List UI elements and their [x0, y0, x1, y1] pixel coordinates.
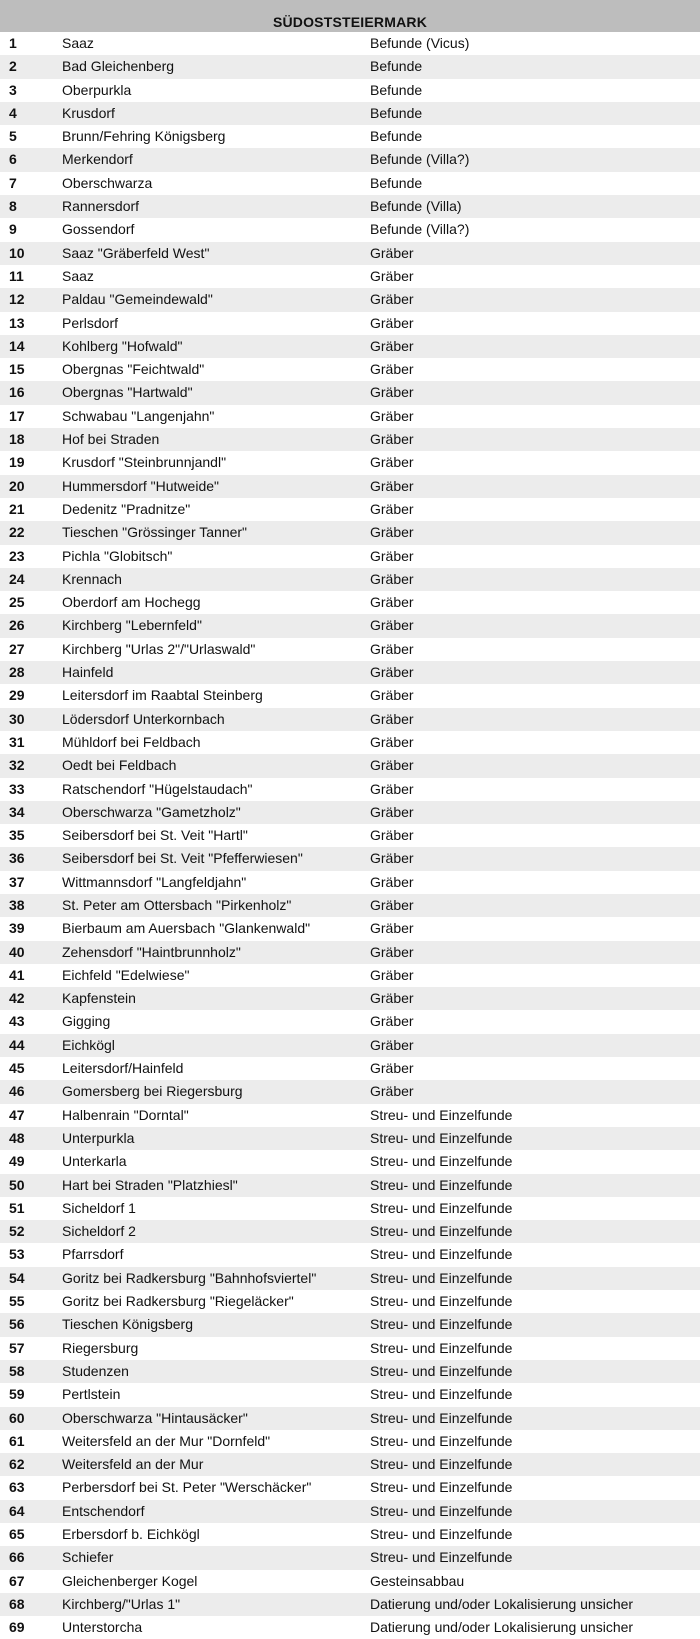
site-name: Pichla "Globitsch" [62, 547, 173, 564]
find-type: Gräber [370, 500, 414, 517]
site-name: Saaz [62, 267, 94, 284]
site-name: Erbersdorf b. Eichkögl [62, 1526, 200, 1542]
find-type: Streu- und Einzelfunde [370, 1176, 513, 1193]
table-row [0, 545, 700, 568]
find-type: Gräber [370, 384, 414, 401]
table-row [0, 405, 700, 428]
site-number: 56 [9, 1316, 25, 1333]
table-row [0, 335, 700, 358]
find-type: Gräber [370, 477, 414, 494]
table-row [0, 1476, 700, 1499]
table-row [0, 381, 700, 404]
site-number: 27 [9, 640, 25, 657]
site-name: Leitersdorf/Hainfeld [62, 1060, 184, 1077]
site-name: Kohlberg "Hofwald" [62, 337, 183, 354]
site-name: Oberschwarza "Hintausäcker" [62, 1409, 248, 1426]
find-type: Gräber [370, 640, 414, 657]
site-name: Sicheldorf 2 [62, 1223, 136, 1240]
table-row [0, 1290, 700, 1313]
find-type: Gräber [370, 757, 414, 774]
table-row [0, 824, 700, 847]
site-name: Kirchberg "Urlas 2"/"Urlaswald" [62, 640, 256, 657]
site-number: 24 [9, 570, 25, 587]
find-type: Gräber [370, 594, 414, 611]
site-number: 49 [9, 1153, 25, 1170]
site-number: 40 [9, 943, 25, 960]
site-name: Pfarrsdorf [62, 1246, 124, 1263]
site-name: Seibersdorf bei St. Veit "Pfefferwiesen" [62, 850, 303, 867]
site-name: Entschendorf [62, 1502, 145, 1519]
site-number: 37 [9, 873, 25, 890]
site-name: Gomersberg bei Riegersburg [62, 1083, 243, 1100]
table-row [0, 871, 700, 894]
site-name: Unterkarla [62, 1153, 127, 1170]
site-number: 3 [9, 81, 17, 98]
find-type: Streu- und Einzelfunde [370, 1293, 513, 1310]
find-type: Gräber [370, 990, 414, 1007]
site-number: 8 [9, 198, 17, 215]
site-number: 20 [9, 477, 25, 494]
site-name: Weitersfeld an der Mur "Dornfeld" [62, 1432, 271, 1449]
site-name: Lödersdorf Unterkornbach [62, 710, 225, 727]
site-name: Perlsdorf [62, 314, 119, 331]
find-type: Gräber [370, 454, 414, 471]
table-row [0, 242, 700, 265]
table-row [0, 451, 700, 474]
site-name: Bad Gleichenberg [62, 58, 175, 75]
site-name: Paldau "Gemeindewald" [62, 291, 213, 308]
table-row [0, 498, 700, 521]
site-number: 9 [9, 221, 17, 238]
find-type: Gräber [370, 920, 414, 937]
site-name: Studenzen [62, 1362, 129, 1379]
site-name: Kirchberg "Lebernfeld" [62, 617, 202, 634]
find-type: Gräber [370, 966, 414, 983]
table-title: SÜDOSTSTEIERMARK [0, 0, 700, 32]
site-name: Merkendorf [62, 151, 133, 168]
site-number: 42 [9, 990, 25, 1007]
site-name: Oberschwarza [62, 174, 153, 191]
site-number: 41 [9, 966, 25, 983]
site-name: Perbersdorf bei St. Peter "Werschäcker" [62, 1479, 312, 1496]
site-number: 50 [9, 1176, 25, 1193]
table-row [0, 684, 700, 707]
site-name: Goritz bei Radkersburg "Bahnhofsviertel" [62, 1269, 317, 1286]
site-number: 26 [9, 617, 25, 634]
site-number: 53 [9, 1246, 25, 1263]
site-number: 45 [9, 1060, 25, 1077]
site-name: Oberdorf am Hochegg [62, 594, 201, 611]
table-row [0, 1360, 700, 1383]
site-name: Weitersfeld an der Mur [62, 1456, 204, 1473]
find-type: Datierung und/oder Lokalisierung unsicher [370, 1595, 634, 1612]
find-type: Befunde [370, 174, 423, 191]
find-type: Gräber [370, 407, 414, 424]
find-type: Streu- und Einzelfunde [370, 1432, 513, 1449]
find-type: Streu- und Einzelfunde [370, 1502, 513, 1519]
find-type: Gräber [370, 687, 414, 704]
find-type: Befunde [370, 128, 423, 145]
site-name: Bierbaum am Auersbach "Glankenwald" [62, 920, 311, 937]
table-row [0, 1313, 700, 1336]
site-name: Oberpurkla [62, 81, 132, 98]
site-number: 15 [9, 361, 25, 378]
site-number: 32 [9, 757, 25, 774]
site-number: 59 [9, 1386, 25, 1403]
table-row [0, 1174, 700, 1197]
find-type: Streu- und Einzelfunde [370, 1223, 513, 1240]
table-row [0, 731, 700, 754]
table-row [0, 265, 700, 288]
site-number: 7 [9, 174, 17, 191]
site-name: Saaz [62, 35, 94, 51]
site-number: 47 [9, 1106, 25, 1123]
site-number: 6 [9, 151, 17, 168]
site-number: 13 [9, 314, 25, 331]
site-number: 34 [9, 803, 25, 820]
table-row [0, 521, 700, 544]
table-row [0, 55, 700, 78]
site-number: 65 [9, 1526, 25, 1542]
find-type: Gräber [370, 710, 414, 727]
table-row [0, 591, 700, 614]
find-type: Streu- und Einzelfunde [370, 1246, 513, 1263]
site-number: 4 [9, 104, 17, 121]
site-number: 52 [9, 1223, 25, 1240]
find-type: Streu- und Einzelfunde [370, 1456, 513, 1473]
find-type: Gräber [370, 244, 414, 261]
table-row [0, 1243, 700, 1266]
table-row [0, 708, 700, 731]
table-row [0, 1080, 700, 1103]
table-row [0, 1267, 700, 1290]
site-number: 48 [9, 1129, 25, 1146]
site-name: St. Peter am Ottersbach "Pirkenholz" [62, 896, 292, 913]
site-name: Eichfeld "Edelwiese" [62, 966, 190, 983]
find-type: Streu- und Einzelfunde [370, 1339, 513, 1356]
table-row [0, 917, 700, 940]
site-name: Sicheldorf 1 [62, 1199, 136, 1216]
table-row [0, 1034, 700, 1057]
table-row [0, 1197, 700, 1220]
site-name: Dedenitz "Pradnitze" [62, 500, 191, 517]
table-row [0, 1453, 700, 1476]
site-name: Mühldorf bei Feldbach [62, 733, 201, 750]
site-number: 64 [9, 1502, 25, 1519]
site-name: Halbenrain "Dorntal" [62, 1106, 189, 1123]
table-row [0, 428, 700, 451]
site-name: Hart bei Straden "Platzhiesl" [62, 1176, 238, 1193]
find-type: Gräber [370, 314, 414, 331]
find-type: Gräber [370, 570, 414, 587]
site-number: 62 [9, 1456, 25, 1473]
find-type: Gräber [370, 1013, 414, 1030]
site-name: Unterstorcha [62, 1619, 143, 1636]
find-type: Gräber [370, 547, 414, 564]
table-row [0, 1407, 700, 1430]
table-row [0, 568, 700, 591]
site-name: Obergnas "Hartwald" [62, 384, 193, 401]
find-type: Gräber [370, 267, 414, 284]
table-row [0, 1570, 700, 1593]
site-number: 60 [9, 1409, 25, 1426]
find-type: Befunde (Villa?) [370, 151, 470, 168]
table-row [0, 941, 700, 964]
site-number: 51 [9, 1199, 25, 1216]
site-name: Pertlstein [62, 1386, 121, 1403]
site-name: Riegersburg [62, 1339, 139, 1356]
table-row [0, 1523, 700, 1546]
site-number: 28 [9, 664, 25, 681]
site-number: 21 [9, 500, 25, 517]
site-name: Seibersdorf bei St. Veit "Hartl" [62, 827, 248, 844]
table-row [0, 1057, 700, 1080]
site-name: Gleichenberger Kogel [62, 1572, 198, 1589]
site-name: Hummersdorf "Hutweide" [62, 477, 219, 494]
table-row [0, 312, 700, 335]
table-row [0, 1430, 700, 1453]
table-row [0, 79, 700, 102]
site-number: 69 [9, 1619, 25, 1636]
site-name: Krennach [62, 570, 122, 587]
find-type: Gräber [370, 780, 414, 797]
site-number: 10 [9, 244, 25, 261]
find-type: Streu- und Einzelfunde [370, 1316, 513, 1333]
find-type: Befunde [370, 58, 423, 75]
find-type: Gräber [370, 431, 414, 448]
table-row [0, 638, 700, 661]
site-name: Leitersdorf im Raabtal Steinberg [62, 687, 263, 704]
find-type: Streu- und Einzelfunde [370, 1526, 513, 1542]
find-type: Gräber [370, 896, 414, 913]
site-name: Ratschendorf "Hügelstaudach" [62, 780, 253, 797]
site-name: Schiefer [62, 1549, 114, 1566]
find-type: Streu- und Einzelfunde [370, 1479, 513, 1496]
table-row [0, 1127, 700, 1150]
site-name: Kapfenstein [62, 990, 136, 1007]
find-type: Gräber [370, 664, 414, 681]
find-type: Streu- und Einzelfunde [370, 1129, 513, 1146]
find-type: Gräber [370, 1036, 414, 1053]
find-type: Streu- und Einzelfunde [370, 1362, 513, 1379]
site-number: 57 [9, 1339, 25, 1356]
site-number: 2 [9, 58, 17, 75]
site-name: Tieschen "Grössinger Tanner" [62, 524, 248, 541]
table-row [0, 1383, 700, 1406]
site-number: 54 [9, 1269, 25, 1286]
site-number: 55 [9, 1293, 25, 1310]
table-row [0, 475, 700, 498]
table-row [0, 801, 700, 824]
site-number: 36 [9, 850, 25, 867]
find-type: Gräber [370, 291, 414, 308]
site-number: 29 [9, 687, 25, 704]
site-number: 67 [9, 1572, 25, 1589]
site-number: 18 [9, 431, 25, 448]
find-type: Befunde (Villa) [370, 198, 462, 215]
find-type: Befunde [370, 81, 423, 98]
table-row [0, 1616, 700, 1639]
find-type: Streu- und Einzelfunde [370, 1549, 513, 1566]
find-type: Gräber [370, 873, 414, 890]
site-number: 23 [9, 547, 25, 564]
site-name: Gigging [62, 1013, 111, 1030]
find-type: Gräber [370, 337, 414, 354]
table-row [0, 614, 700, 637]
site-number: 14 [9, 337, 25, 354]
find-type: Befunde (Vicus) [370, 35, 470, 51]
table-row [0, 1593, 700, 1616]
site-number: 63 [9, 1479, 25, 1496]
table-row [0, 172, 700, 195]
table-row [0, 288, 700, 311]
table-row [0, 754, 700, 777]
site-name: Oedt bei Feldbach [62, 757, 177, 774]
site-name: Krusdorf "Steinbrunnjandl" [62, 454, 227, 471]
table-row [0, 195, 700, 218]
find-type: Streu- und Einzelfunde [370, 1199, 513, 1216]
site-name: Kirchberg/"Urlas 1" [62, 1595, 181, 1612]
table-row [0, 1220, 700, 1243]
find-type: Streu- und Einzelfunde [370, 1106, 513, 1123]
table-row [0, 987, 700, 1010]
site-name: Eichkögl [62, 1036, 115, 1053]
site-number: 25 [9, 594, 25, 611]
find-type: Datierung und/oder Lokalisierung unsicher [370, 1619, 634, 1636]
site-name: Saaz "Gräberfeld West" [62, 244, 210, 261]
site-name: Wittmannsdorf "Langfeldjahn" [62, 873, 247, 890]
find-type: Gräber [370, 617, 414, 634]
site-number: 5 [9, 128, 17, 145]
find-type: Gräber [370, 850, 414, 867]
find-type: Gräber [370, 1060, 414, 1077]
table-row [0, 661, 700, 684]
site-name: Rannersdorf [62, 198, 140, 215]
site-number: 31 [9, 733, 25, 750]
site-number: 19 [9, 454, 25, 471]
site-name: Oberschwarza "Gametzholz" [62, 803, 241, 820]
table-row [0, 847, 700, 870]
site-number: 66 [9, 1549, 25, 1566]
table-row [0, 218, 700, 241]
find-type: Streu- und Einzelfunde [370, 1269, 513, 1286]
site-name: Gossendorf [62, 221, 135, 238]
site-number: 16 [9, 384, 25, 401]
site-number: 58 [9, 1362, 25, 1379]
site-name: Tieschen Königsberg [62, 1316, 194, 1333]
table-row [0, 1337, 700, 1360]
find-type: Befunde [370, 104, 423, 121]
site-number: 38 [9, 896, 25, 913]
table-body [0, 32, 700, 1639]
find-type: Befunde (Villa?) [370, 221, 470, 238]
find-type: Gräber [370, 1083, 414, 1100]
table-row [0, 102, 700, 125]
site-name: Obergnas "Feichtwald" [62, 361, 205, 378]
site-number: 22 [9, 524, 25, 541]
find-type: Streu- und Einzelfunde [370, 1153, 513, 1170]
table-row [0, 894, 700, 917]
site-number: 30 [9, 710, 25, 727]
table-row [0, 1104, 700, 1127]
site-number: 11 [9, 267, 24, 284]
table-row [0, 778, 700, 801]
table-row [0, 964, 700, 987]
table-row [0, 32, 700, 55]
site-name: Hof bei Straden [62, 431, 160, 448]
site-number: 68 [9, 1595, 25, 1612]
site-name: Goritz bei Radkersburg "Riegeläcker" [62, 1293, 294, 1310]
table-row [0, 125, 700, 148]
find-type: Gräber [370, 827, 414, 844]
site-number: 46 [9, 1083, 25, 1100]
site-name: Zehensdorf "Haintbrunnholz" [62, 943, 241, 960]
find-type: Gräber [370, 733, 414, 750]
site-name: Hainfeld [62, 664, 114, 681]
find-type: Streu- und Einzelfunde [370, 1409, 513, 1426]
table-row [0, 1010, 700, 1033]
find-type: Gräber [370, 943, 414, 960]
site-number: 1 [9, 35, 17, 51]
site-number: 12 [9, 291, 25, 308]
site-name: Brunn/Fehring Königsberg [62, 128, 226, 145]
site-number: 61 [9, 1432, 25, 1449]
site-name: Unterpurkla [62, 1129, 135, 1146]
find-type: Gräber [370, 803, 414, 820]
find-type: Gräber [370, 361, 414, 378]
table-row [0, 1150, 700, 1173]
find-type: Gesteinsabbau [370, 1572, 465, 1589]
find-type: Streu- und Einzelfunde [370, 1386, 513, 1403]
site-name: Krusdorf [62, 104, 115, 121]
site-number: 44 [9, 1036, 25, 1053]
find-type: Gräber [370, 524, 414, 541]
site-number: 35 [9, 827, 25, 844]
site-number: 39 [9, 920, 25, 937]
table-row [0, 358, 700, 381]
table-row [0, 148, 700, 171]
site-name: Schwabau "Langenjahn" [62, 407, 215, 424]
site-number: 17 [9, 407, 25, 424]
table-row [0, 1500, 700, 1523]
table-row [0, 1546, 700, 1569]
site-number: 33 [9, 780, 25, 797]
site-number: 43 [9, 1013, 25, 1030]
